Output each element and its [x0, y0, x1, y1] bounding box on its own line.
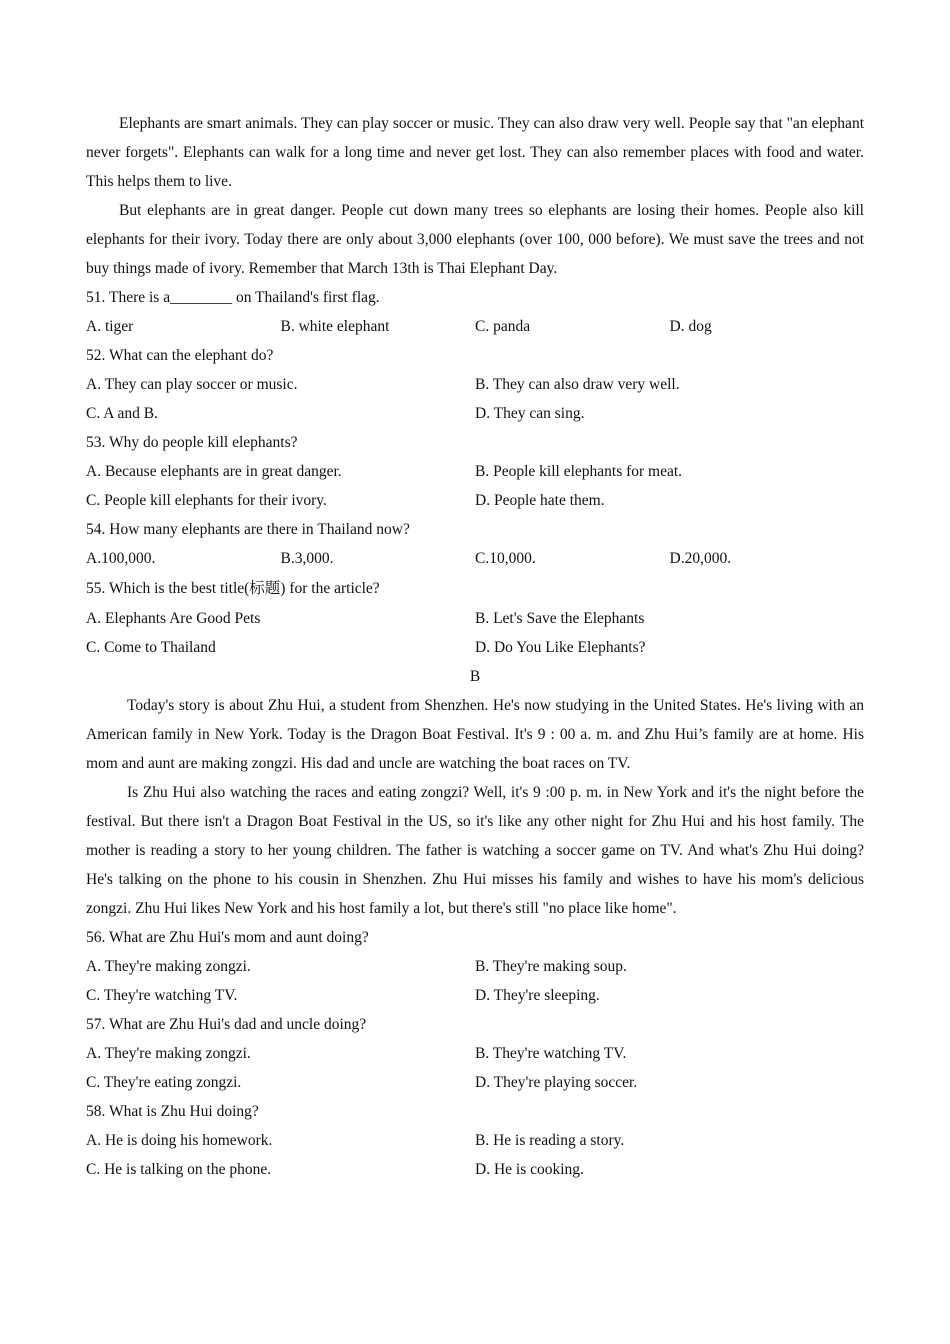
option-a: A.100,000.	[86, 550, 156, 567]
option-b: B. Let's Save the Elephants	[475, 610, 645, 627]
options-row	[86, 952, 864, 981]
option-a: A. Elephants Are Good Pets	[86, 610, 261, 627]
option-d: D. dog	[669, 318, 712, 335]
question-53	[86, 428, 864, 515]
question-58	[86, 1097, 864, 1184]
option-a: A. They're making zongzi.	[86, 958, 251, 975]
question-stem: 53. Why do people kill elephants?	[86, 434, 298, 451]
question-54	[86, 515, 864, 573]
options-row	[86, 370, 864, 399]
option-d: D. They're sleeping.	[475, 987, 600, 1004]
question-stem: 54. How many elephants are there in Thailand now?	[86, 521, 410, 538]
options-row	[86, 457, 864, 486]
question-stem: 51. There is a________ on Thailand's first flag.	[86, 289, 380, 306]
options-row	[86, 486, 864, 515]
option-b: B. They're making soup.	[475, 958, 627, 975]
option-c: C.10,000.	[475, 550, 536, 567]
question-stem: 55. Which is the best title(标题) for the article?	[86, 580, 380, 597]
option-d: D. They're playing soccer.	[475, 1074, 638, 1091]
option-b: B. They're watching TV.	[475, 1045, 627, 1062]
option-a: A. Because elephants are in great danger.	[86, 463, 342, 480]
option-a: A. They're making zongzi.	[86, 1045, 251, 1062]
option-d: D.20,000.	[669, 550, 732, 567]
options-row	[86, 1126, 864, 1155]
question-51	[86, 283, 864, 341]
option-d: D. They can sing.	[475, 405, 585, 422]
question-52	[86, 341, 864, 428]
options-row	[86, 399, 864, 428]
options-row	[86, 1155, 864, 1184]
question-stem: 52. What can the elephant do?	[86, 347, 274, 364]
option-c: C. Come to Thailand	[86, 639, 216, 656]
option-c: C. People kill elephants for their ivory.	[86, 492, 327, 509]
options-row	[86, 1039, 864, 1068]
question-stem: 58. What is Zhu Hui doing?	[86, 1103, 259, 1120]
option-c: C. panda	[475, 318, 531, 335]
option-d: D. He is cooking.	[475, 1161, 584, 1178]
option-a: A. tiger	[86, 318, 134, 335]
option-c: C. They're watching TV.	[86, 987, 238, 1004]
option-d: D. Do You Like Elephants?	[475, 639, 646, 656]
options-row	[86, 981, 864, 1010]
passage-b-paragraph-1: Today's story is about Zhu Hui, a student from Shenzhen. He's now studying in the United States. He's living with an American family in New York. Today is the Dragon Boat Festival. It's 9 : 00 a. m. and Zhu Hui’s family are at home. His mom and aunt are making zongzi. His dad and uncle are watching the boat races on TV.	[86, 697, 864, 772]
options-row	[86, 1068, 864, 1097]
worksheet-page	[86, 109, 864, 1184]
question-stem: 57. What are Zhu Hui's dad and uncle doing?	[86, 1016, 367, 1033]
passage-b-paragraph-2: Is Zhu Hui also watching the races and eating zongzi? Well, it's 9 :00 p. m. in New York and it's the night before the festival. But there isn't a Dragon Boat Festival in the US, so it's like any other night for Zhu Hui and his host family. The mother is reading a story to her young children. The father is watching a soccer game on TV. And what's Zhu Hui doing? He's talking on the phone to his cousin in Shenzhen. Zhu Hui misses his family and wishes to have his mom's delicious zongzi. Zhu Hui likes New York and his host family a lot, but there's still "no place like home".	[86, 784, 864, 917]
option-b: B.3,000.	[280, 550, 334, 567]
option-c: C. He is talking on the phone.	[86, 1161, 272, 1178]
options-row	[86, 633, 864, 662]
passage-b	[86, 691, 864, 1184]
section-b-heading: B	[469, 668, 481, 685]
question-56	[86, 923, 864, 1010]
options-row	[86, 544, 864, 573]
question-stem: 56. What are Zhu Hui's mom and aunt doing?	[86, 929, 369, 946]
options-row	[86, 312, 864, 341]
option-d: D. People hate them.	[475, 492, 605, 509]
option-b: B. They can also draw very well.	[475, 376, 680, 393]
option-b: B. white elephant	[280, 318, 390, 335]
option-c: C. They're eating zongzi.	[86, 1074, 242, 1091]
option-b: B. He is reading a story.	[475, 1132, 625, 1149]
option-a: A. They can play soccer or music.	[86, 376, 298, 393]
option-c: C. A and B.	[86, 405, 158, 422]
question-55	[86, 573, 864, 662]
passage-a	[86, 109, 864, 662]
passage-a-paragraph-1: Elephants are smart animals. They can play soccer or music. They can also draw very well. People say that "an elephant never forgets". Elephants can walk for a long time and never get lost. They can also remember places with food and water. This helps them to live.	[86, 115, 864, 190]
option-a: A. He is doing his homework.	[86, 1132, 273, 1149]
option-b: B. People kill elephants for meat.	[475, 463, 683, 480]
question-57	[86, 1010, 864, 1097]
passage-a-paragraph-2: But elephants are in great danger. People cut down many trees so elephants are losing their homes. People also kill elephants for their ivory. Today there are only about 3,000 elephants (over 100, 000 before). We must save the trees and not buy things made of ivory. Remember that March 13th is Thai Elephant Day.	[86, 202, 864, 277]
options-row	[86, 604, 864, 633]
